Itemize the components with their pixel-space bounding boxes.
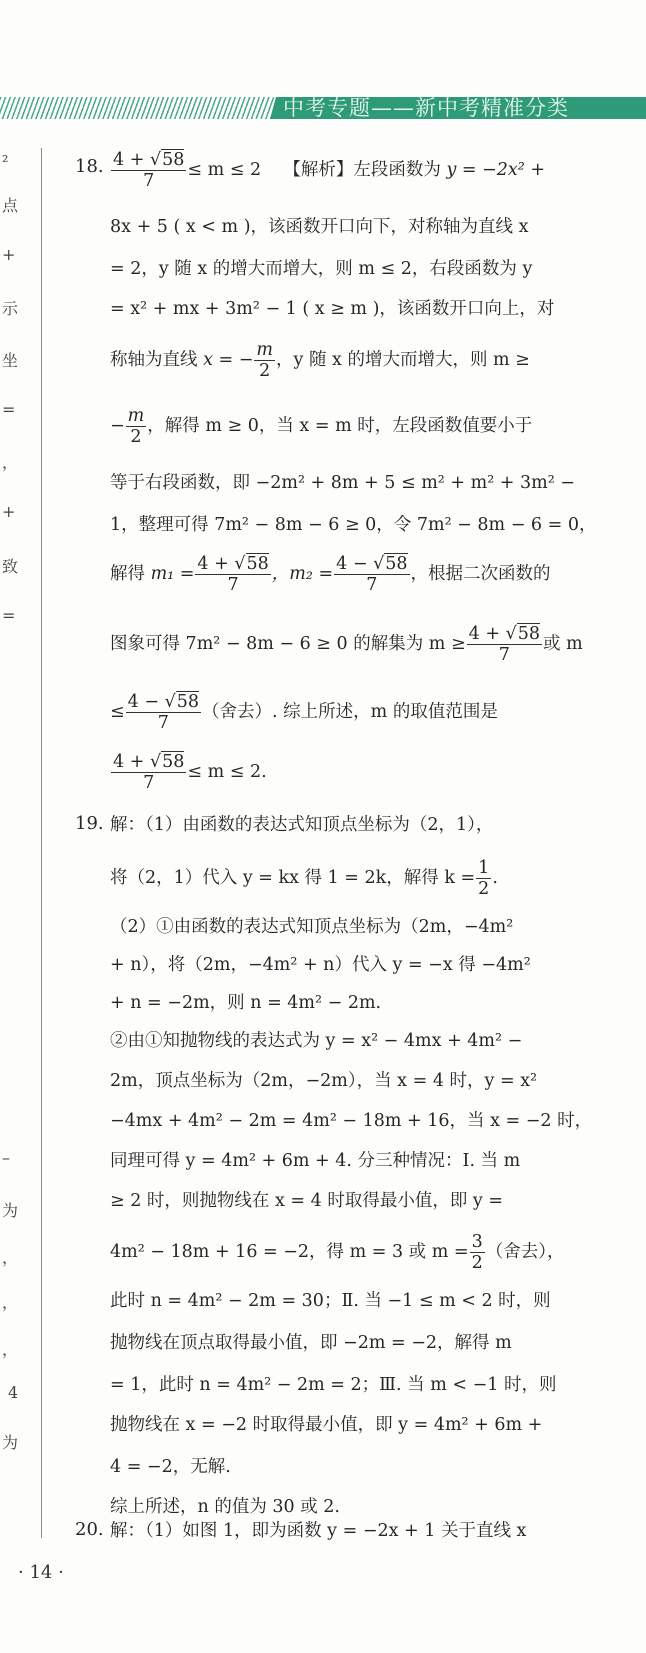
q19-line-17: 综上所述，n 的值为 30 或 2. bbox=[110, 1497, 340, 1517]
q19-line-8: −4mx + 4m² − 2m = 4m² − 18m + 16，当 x = −2 时， bbox=[110, 1111, 593, 1131]
left-column-fragment: 坐 bbox=[2, 351, 19, 370]
question-number-20: 20. bbox=[75, 1519, 104, 1540]
fraction: $\frac{4 + √58}{7}$ bbox=[113, 150, 185, 191]
q18-line-11: ≤ $\frac{4 - √58}{7}$ （舍去）. 综上所述，m 的取值范围是 bbox=[110, 692, 498, 733]
q19-line-7: 2m，顶点坐标为（2m，−2m），当 x = 4 时，y = x² bbox=[110, 1071, 538, 1091]
q18-line-9: 解得 m₁ = $\frac{4 + √58}{7}$ ，m₂ = $\frac{4 - √58}{7}$ ，根据二次函数的 bbox=[110, 554, 551, 595]
left-column-fragment: ， bbox=[2, 1248, 19, 1267]
q19-line-10: ≥ 2 时，则抛物线在 x = 4 时取得最小值，即 y = bbox=[110, 1191, 504, 1211]
q19-line-12: 此时 n = 4m² − 2m = 30；Ⅱ. 当 −1 ≤ m < 2 时，则 bbox=[110, 1291, 551, 1311]
left-column-fragment: 示 bbox=[2, 299, 19, 318]
banner-title: 中考专题——新中考精准分类 bbox=[283, 96, 569, 120]
q18-line-3: = 2，y 随 x 的增大而增大，则 m ≤ 2，右段函数为 y bbox=[110, 259, 533, 279]
q18-line-8: 1，整理可得 7m² − 8m − 6 ≥ 0，令 7m² − 8m − 6 = 0， bbox=[110, 515, 597, 535]
q19-line-16: 4 = −2，无解. bbox=[110, 1457, 231, 1477]
q18-line-5: 称轴为直线 x = − $\frac{m}{2}$ ，y 随 x 的增大而增大，则 m ≥ bbox=[110, 340, 530, 381]
analysis-label: 【解析】 bbox=[283, 160, 354, 180]
left-column-fragment: + bbox=[2, 245, 16, 264]
q18-line-1: $\frac{4 + √58}{7}$ ≤ m ≤ 2 【解析】左段函数为 y = −2x² + bbox=[113, 150, 546, 191]
left-column-fragment: ， bbox=[2, 453, 19, 472]
left-column-fragment: 4 bbox=[8, 1383, 19, 1402]
q19-line-6: ②由①知抛物线的表达式为 y = x² − 4mx + 4m² − bbox=[110, 1031, 523, 1051]
q18-line-12: $\frac{4 + √58}{7}$ ≤ m ≤ 2. bbox=[113, 752, 267, 793]
q18-line-6: − $\frac{m}{2}$ ，解得 m ≥ 0，当 x = m 时，左段函数值要小于 bbox=[110, 406, 533, 447]
q20-line-1: 解：（1）如图 1，即为函数 y = −2x + 1 关于直线 x bbox=[110, 1521, 527, 1541]
section-banner bbox=[0, 97, 646, 119]
q19-line-15: 抛物线在 x = −2 时取得最小值，即 y = 4m² + 6m + bbox=[110, 1415, 543, 1435]
banner-stripes bbox=[0, 97, 274, 119]
column-divider bbox=[41, 148, 42, 1538]
left-column-fragment: ， bbox=[2, 1340, 19, 1359]
left-column-fragment: ² bbox=[2, 152, 9, 171]
left-column-fragment: – bbox=[2, 1148, 10, 1167]
q19-line-4: + n），将（2m，−4m² + n）代入 y = −x 得 −4m² bbox=[110, 955, 531, 975]
left-column-fragment: = bbox=[2, 400, 16, 419]
q19-line-1: 解：（1）由函数的表达式知顶点坐标为（2，1）， bbox=[110, 815, 494, 835]
q19-line-13: 抛物线在顶点取得最小值，即 −2m = −2，解得 m bbox=[110, 1333, 512, 1353]
left-column-fragment: 为 bbox=[2, 1201, 19, 1220]
q18-line-2: 8x + 5 ( x < m )，该函数开口向下，对称轴为直线 x bbox=[110, 217, 529, 237]
q19-line-11: 4m² − 18m + 16 = −2，得 m = 3 或 m = $\frac{3}{2}$ （舍去）， bbox=[110, 1232, 565, 1273]
page-number: · 14 · bbox=[18, 1562, 64, 1583]
q19-line-14: = 1，此时 n = 4m² − 2m = 2；Ⅲ. 当 m < −1 时，则 bbox=[110, 1375, 557, 1395]
q19-line-5: + n = −2m，则 n = 4m² − 2m. bbox=[110, 993, 382, 1013]
left-column-fragment: 为 bbox=[2, 1433, 19, 1452]
left-column-fragment: 点 bbox=[2, 196, 19, 215]
q18-line-10: 图象可得 7m² − 8m − 6 ≥ 0 的解集为 m ≥ $\frac{4 + √58}{7}$ 或 m bbox=[110, 624, 583, 665]
left-column-fragment: = bbox=[2, 606, 16, 625]
left-column-fragment: 致 bbox=[2, 557, 19, 576]
q19-line-2: 将（2，1）代入 y = kx 得 1 = 2k，解得 k = $\frac{1}{2}$ . bbox=[110, 858, 498, 899]
q19-line-9: 同理可得 y = 4m² + 6m + 4. 分三种情况：Ⅰ. 当 m bbox=[110, 1151, 521, 1171]
q18-line-7: 等于右段函数，即 −2m² + 8m + 5 ≤ m² + m² + 3m² − bbox=[110, 473, 575, 493]
question-number-18: 18. bbox=[75, 156, 104, 177]
q19-line-3: （2）①由函数的表达式知顶点坐标为（2m，−4m² bbox=[110, 917, 514, 937]
q18-line-4: = x² + mx + 3m² − 1 ( x ≥ m )，该函数开口向上，对 bbox=[110, 299, 555, 319]
left-column-fragment: + bbox=[2, 502, 16, 521]
q18-answer-range: ≤ m ≤ 2 bbox=[187, 160, 262, 180]
question-number-19: 19. bbox=[75, 813, 104, 834]
left-column-fragment: ， bbox=[2, 1293, 19, 1312]
